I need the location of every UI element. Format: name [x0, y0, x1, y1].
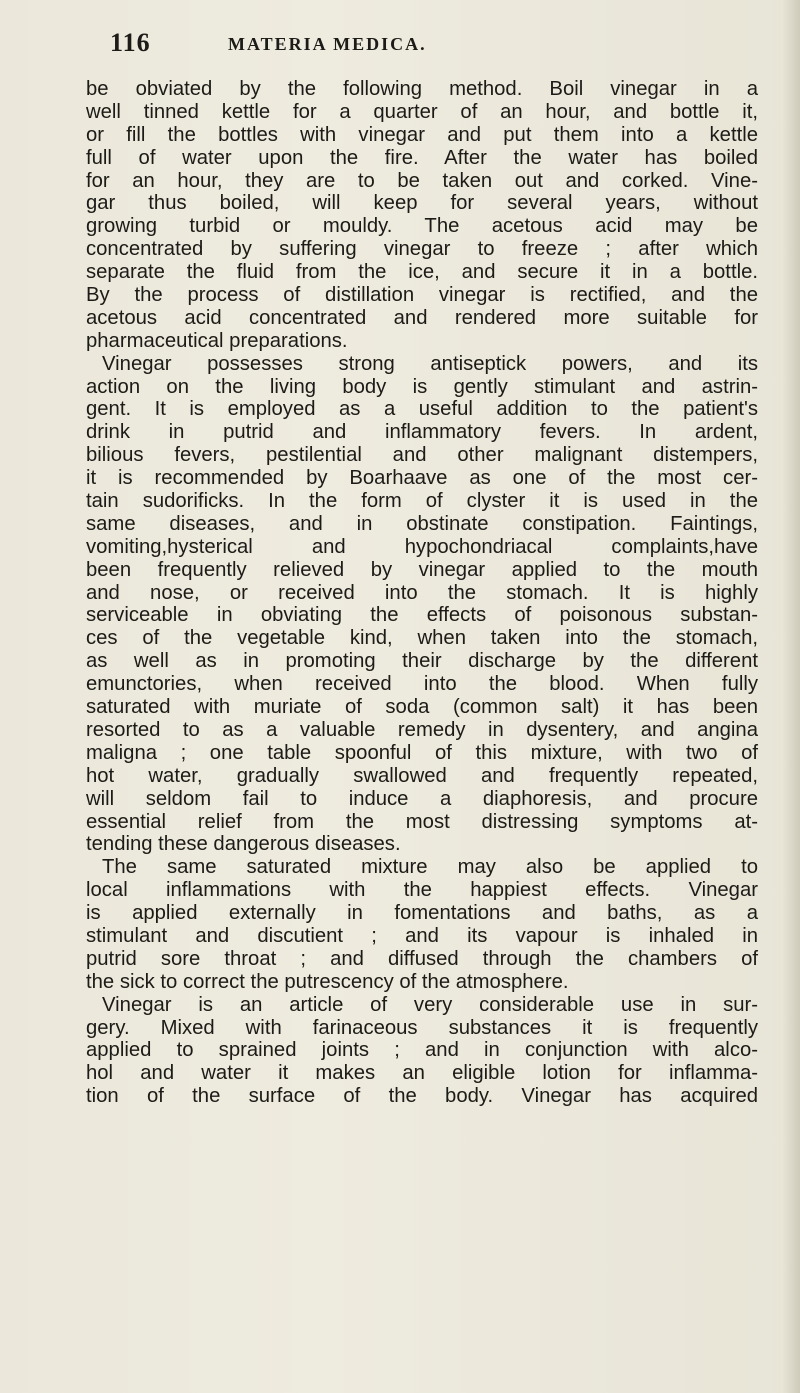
text-line: hot water, gradually swallowed and frequently repeated, — [86, 764, 758, 787]
text-line: drink in putrid and inflammatory fevers. In ardent, — [86, 421, 758, 444]
text-line: tain sudorificks. In the form of clyster it is used in the — [86, 490, 758, 513]
text-line: as well as in promoting their discharge by the different — [86, 650, 758, 673]
text-line: is applied externally in fomentations and baths, as a — [86, 902, 758, 925]
text-line: By the process of distillation vinegar is rectified, and the — [86, 284, 758, 307]
text-line: growing turbid or mouldy. The acetous acid may be — [86, 215, 758, 238]
text-line: The same saturated mixture may also be applied to — [102, 856, 758, 879]
text-line: full of water upon the fire. After the water has boiled — [86, 146, 758, 169]
text-line: been frequently relieved by vinegar applied to the mouth — [86, 558, 758, 581]
text-line: gery. Mixed with farinaceous substances it is frequently — [86, 1016, 758, 1039]
text-line: will seldom fail to induce a diaphoresis, and procure — [86, 787, 758, 810]
text-line: hol and water it makes an eligible lotion for inflamma- — [86, 1062, 758, 1085]
running-head: MATERIA MEDICA. — [228, 34, 427, 54]
text-line: acetous acid concentrated and rendered more suitable for — [86, 306, 758, 329]
page-edge-shadow — [782, 0, 800, 1393]
text-line: stimulant and discutient ; and its vapour is inhaled in — [86, 924, 758, 947]
text-line: resorted to as a valuable remedy in dysentery, and angina — [86, 718, 758, 741]
text-line: concentrated by suffering vinegar to freeze ; after which — [86, 238, 758, 261]
text-line: bilious fevers, pestilential and other malignant distempers, — [86, 444, 758, 467]
text-line: tending these dangerous diseases. — [86, 833, 401, 856]
page-number: 116 — [110, 28, 151, 57]
text-line: saturated with muriate of soda (common salt) it has been — [86, 696, 758, 719]
text-line: tion of the surface of the body. Vinegar has acquired — [86, 1085, 758, 1108]
text-line: maligna ; one table spoonful of this mixture, with two of — [86, 741, 758, 764]
text-line: gent. It is employed as a useful addition to the patient's — [86, 398, 758, 421]
page-header — [110, 28, 730, 68]
text-line: be obviated by the following method. Boil vinegar in a — [86, 78, 758, 100]
body-text — [86, 78, 758, 1108]
text-line: Vinegar possesses strong antiseptick powers, and its — [102, 352, 758, 375]
text-line: Vinegar is an article of very considerable use in sur- — [102, 993, 758, 1016]
text-line: separate the fluid from the ice, and secure it in a bottle. — [86, 261, 758, 284]
text-line: local inflammations with the happiest effects. Vinegar — [86, 879, 758, 902]
text-line: essential relief from the most distressing symptoms at- — [86, 810, 758, 833]
paragraph-4 — [86, 994, 758, 1108]
text-line: applied to sprained joints ; and in conjunction with alco- — [86, 1039, 758, 1062]
text-line: action on the living body is gently stimulant and astrin- — [86, 375, 758, 398]
text-line: pharmaceutical preparations. — [86, 329, 348, 352]
text-line: emunctories, when received into the blood. When fully — [86, 673, 758, 696]
paragraph-3 — [86, 856, 758, 993]
text-line: for an hour, they are to be taken out and corked. Vine- — [86, 169, 758, 192]
paragraph-2 — [86, 353, 758, 857]
text-line: putrid sore throat ; and diffused through the chambers of — [86, 947, 758, 970]
text-line: the sick to correct the putrescency of the atmosphere. — [86, 970, 569, 993]
text-line: ces of the vegetable kind, when taken into the stomach, — [86, 627, 758, 650]
text-line: and nose, or received into the stomach. It is highly — [86, 581, 758, 604]
text-line: serviceable in obviating the effects of poisonous substan- — [86, 604, 758, 627]
text-line: vomiting,hysterical and hypochondriacal complaints,have — [86, 535, 758, 558]
text-line: same diseases, and in obstinate constipation. Faintings, — [86, 512, 758, 535]
text-line: gar thus boiled, will keep for several years, without — [86, 192, 758, 215]
text-line: or fill the bottles with vinegar and put them into a kettle — [86, 123, 758, 146]
paragraph-1 — [86, 78, 758, 353]
text-line: it is recommended by Boarhaave as one of the most cer- — [86, 467, 758, 490]
text-line: well tinned kettle for a quarter of an hour, and bottle it, — [86, 100, 758, 123]
